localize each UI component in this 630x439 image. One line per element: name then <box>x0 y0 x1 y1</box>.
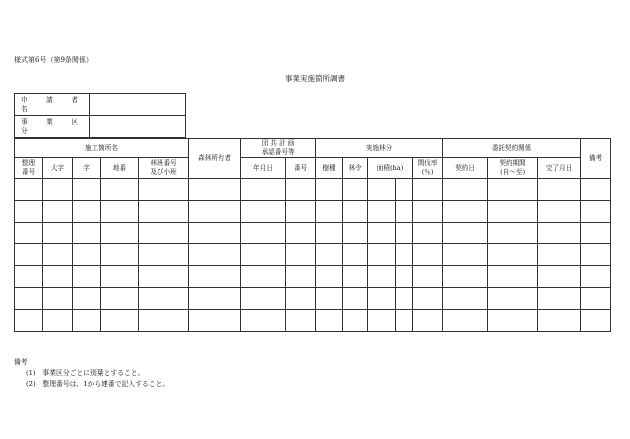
table-cell[interactable] <box>538 309 581 331</box>
table-cell[interactable] <box>286 179 316 201</box>
table-cell[interactable] <box>101 309 139 331</box>
table-cell[interactable] <box>343 200 368 222</box>
table-cell[interactable] <box>101 244 139 266</box>
table-cell[interactable] <box>241 200 286 222</box>
table-cell[interactable] <box>368 287 396 309</box>
table-cell[interactable] <box>286 200 316 222</box>
table-row <box>15 244 611 266</box>
table-cell[interactable] <box>286 266 316 288</box>
table-cell[interactable] <box>488 287 538 309</box>
table-cell[interactable] <box>316 287 343 309</box>
table-cell[interactable] <box>101 266 139 288</box>
table-cell[interactable] <box>413 179 443 201</box>
table-row <box>15 179 611 201</box>
table-cell[interactable] <box>343 179 368 201</box>
table-cell[interactable] <box>443 287 488 309</box>
table-cell[interactable] <box>581 244 611 266</box>
table-cell[interactable] <box>316 244 343 266</box>
table-cell[interactable] <box>15 200 43 222</box>
table-cell[interactable] <box>413 244 443 266</box>
table-cell[interactable] <box>286 222 316 244</box>
table-cell[interactable] <box>139 200 189 222</box>
table-cell[interactable] <box>396 266 413 288</box>
table-cell[interactable] <box>538 179 581 201</box>
applicant-name-label: 申 請 者 名 <box>15 94 90 116</box>
table-cell[interactable] <box>43 179 73 201</box>
table-cell[interactable] <box>443 244 488 266</box>
table-body <box>15 179 611 332</box>
table-cell[interactable] <box>139 244 189 266</box>
table-cell[interactable] <box>343 287 368 309</box>
table-cell[interactable] <box>396 309 413 331</box>
table-cell[interactable] <box>396 287 413 309</box>
table-cell[interactable] <box>396 179 413 201</box>
table-cell[interactable] <box>413 309 443 331</box>
table-cell[interactable] <box>581 200 611 222</box>
table-cell[interactable] <box>343 309 368 331</box>
table-row <box>15 200 611 222</box>
header-approval-no: 番号 <box>286 158 316 179</box>
table-cell[interactable] <box>396 222 413 244</box>
header-seq-number: 整理 番号 <box>15 158 43 179</box>
header-approval-number: 団 共 計 画 承認番号等 <box>241 139 316 158</box>
form-number-label: 様式第6号（第9条関係） <box>14 56 93 64</box>
table-cell[interactable] <box>43 222 73 244</box>
table-row <box>15 309 611 331</box>
table-cell[interactable] <box>241 179 286 201</box>
table-cell[interactable] <box>189 200 241 222</box>
applicant-table <box>14 93 186 138</box>
project-category-label: 事 業 区 分 <box>15 116 90 138</box>
table-cell[interactable] <box>286 309 316 331</box>
table-cell[interactable] <box>488 179 538 201</box>
table-cell[interactable] <box>101 222 139 244</box>
table-cell[interactable] <box>15 222 43 244</box>
table-cell[interactable] <box>488 200 538 222</box>
table-row <box>15 222 611 244</box>
table-cell[interactable] <box>286 287 316 309</box>
header-chiban: 地番 <box>101 158 139 179</box>
table-cell[interactable] <box>343 222 368 244</box>
note-item: (2) 整理番号は、1から連番で記入すること。 <box>26 380 170 388</box>
header-remarks: 備考 <box>581 139 611 179</box>
table-cell[interactable] <box>368 179 396 201</box>
table-cell[interactable] <box>139 309 189 331</box>
table-cell[interactable] <box>413 222 443 244</box>
table-cell[interactable] <box>15 244 43 266</box>
table-cell[interactable] <box>316 179 343 201</box>
header-forest-stand: 実施林分 <box>316 139 443 158</box>
header-species: 樹種 <box>316 158 343 179</box>
table-cell[interactable] <box>189 179 241 201</box>
table-cell[interactable] <box>15 309 43 331</box>
table-cell[interactable] <box>73 287 101 309</box>
table-cell[interactable] <box>73 266 101 288</box>
header-site-name: 施工箇所名 <box>15 139 189 158</box>
table-cell[interactable] <box>43 200 73 222</box>
header-compartment: 林班番号 及び小班 <box>139 158 189 179</box>
table-cell[interactable] <box>581 309 611 331</box>
table-cell[interactable] <box>343 266 368 288</box>
table-cell[interactable] <box>189 222 241 244</box>
table-cell[interactable] <box>73 222 101 244</box>
table-cell[interactable] <box>73 179 101 201</box>
table-cell[interactable] <box>101 200 139 222</box>
table-cell[interactable] <box>488 244 538 266</box>
table-cell[interactable] <box>241 244 286 266</box>
header-completion-date: 完了月日 <box>538 158 581 179</box>
table-cell[interactable] <box>368 309 396 331</box>
document-title: 事業実施箇所調書 <box>285 74 345 83</box>
table-cell[interactable] <box>43 287 73 309</box>
table-cell[interactable] <box>241 287 286 309</box>
table-cell[interactable] <box>139 287 189 309</box>
table-cell[interactable] <box>443 266 488 288</box>
header-forest-owner: 森林所有者 <box>189 139 241 179</box>
table-cell[interactable] <box>241 222 286 244</box>
table-cell[interactable] <box>581 179 611 201</box>
project-category-field[interactable] <box>90 116 186 138</box>
table-cell[interactable] <box>443 200 488 222</box>
table-cell[interactable] <box>581 266 611 288</box>
table-cell[interactable] <box>538 222 581 244</box>
header-age: 林令 <box>343 158 368 179</box>
header-approval-date: 年月日 <box>241 158 286 179</box>
table-cell[interactable] <box>316 266 343 288</box>
table-cell[interactable] <box>286 244 316 266</box>
table-cell[interactable] <box>581 287 611 309</box>
table-cell[interactable] <box>368 244 396 266</box>
table-cell[interactable] <box>538 200 581 222</box>
table-cell[interactable] <box>15 179 43 201</box>
header-contract-date: 契約日 <box>443 158 488 179</box>
table-cell[interactable] <box>15 287 43 309</box>
notes-heading: 備考 <box>14 358 28 366</box>
table-cell[interactable] <box>15 266 43 288</box>
table-cell[interactable] <box>316 222 343 244</box>
header-contract: 委託契約関係 <box>443 139 581 158</box>
table-cell[interactable] <box>488 309 538 331</box>
table-cell[interactable] <box>368 222 396 244</box>
applicant-name-field[interactable] <box>90 94 186 116</box>
table-cell[interactable] <box>488 222 538 244</box>
table-cell[interactable] <box>101 179 139 201</box>
table-cell[interactable] <box>139 266 189 288</box>
table-cell[interactable] <box>413 200 443 222</box>
table-cell[interactable] <box>101 287 139 309</box>
table-cell[interactable] <box>396 244 413 266</box>
table-cell[interactable] <box>488 266 538 288</box>
table-cell[interactable] <box>189 266 241 288</box>
table-cell[interactable] <box>189 244 241 266</box>
table-cell[interactable] <box>413 266 443 288</box>
table-cell[interactable] <box>139 222 189 244</box>
table-cell[interactable] <box>443 309 488 331</box>
table-cell[interactable] <box>443 179 488 201</box>
table-cell[interactable] <box>343 244 368 266</box>
table-cell[interactable] <box>241 266 286 288</box>
table-cell[interactable] <box>538 266 581 288</box>
table-cell[interactable] <box>368 200 396 222</box>
table-cell[interactable] <box>73 309 101 331</box>
header-aza: 字 <box>73 158 101 179</box>
header-contract-period: 契約期間 (自～至) <box>488 158 538 179</box>
table-cell[interactable] <box>73 200 101 222</box>
header-oaza: 大字 <box>43 158 73 179</box>
note-item: (1) 事業区分ごとに別葉とすること。 <box>26 369 145 377</box>
table-cell[interactable] <box>43 266 73 288</box>
table-cell[interactable] <box>538 244 581 266</box>
notes-section <box>14 357 169 390</box>
table-cell[interactable] <box>316 200 343 222</box>
table-cell[interactable] <box>139 179 189 201</box>
header-thinning-rate: 間伐率 (％) <box>413 158 443 179</box>
table-cell[interactable] <box>241 309 286 331</box>
table-cell[interactable] <box>189 287 241 309</box>
table-cell[interactable] <box>189 309 241 331</box>
table-cell[interactable] <box>73 244 101 266</box>
table-cell[interactable] <box>316 309 343 331</box>
table-cell[interactable] <box>396 200 413 222</box>
site-survey-table <box>14 138 611 332</box>
table-cell[interactable] <box>43 244 73 266</box>
table-cell[interactable] <box>443 222 488 244</box>
table-cell[interactable] <box>368 266 396 288</box>
table-cell[interactable] <box>538 287 581 309</box>
table-cell[interactable] <box>413 287 443 309</box>
table-row <box>15 287 611 309</box>
table-cell[interactable] <box>581 222 611 244</box>
header-area: 面積(ha) <box>368 158 413 179</box>
table-row <box>15 266 611 288</box>
table-cell[interactable] <box>43 309 73 331</box>
